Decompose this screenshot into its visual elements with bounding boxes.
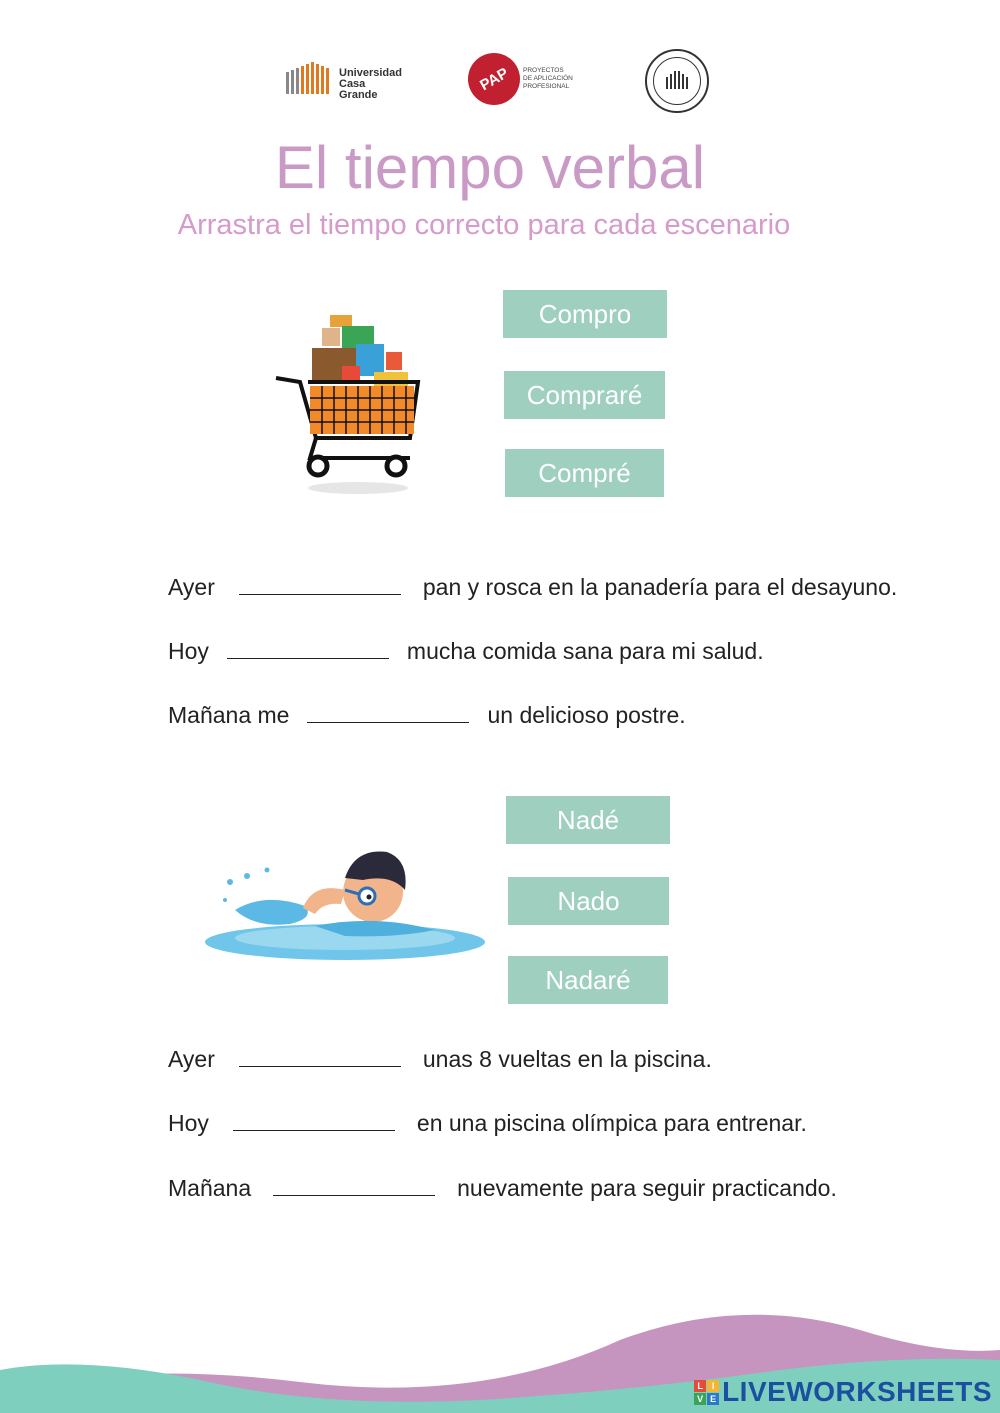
seal-bars-icon [666,71,688,89]
option-comprare[interactable]: Compraré [504,371,665,419]
sentence-after: pan y rosca en la panadería para el desayuno. [422,574,898,600]
ucg-bars-icon [286,62,336,96]
page-title: El tiempo verbal [274,134,706,201]
pap-line3: PROFESIONAL [523,83,570,90]
option-nadare[interactable]: Nadaré [508,956,668,1004]
page-subtitle: Arrastra el tiempo correcto para cada escenario [177,209,791,241]
pap-line2: DE APLICACIÓN [523,75,573,82]
option-nade[interactable]: Nadé [506,796,670,844]
drop-blank[interactable] [239,1046,401,1067]
drop-blank[interactable] [239,574,401,595]
option-nado[interactable]: Nado [508,877,669,925]
sentence-before: Ayer [168,1046,215,1072]
option-compre[interactable]: Compré [505,449,664,497]
sentence-before: Hoy [168,638,209,664]
sentence-1-3 [168,700,686,730]
drop-blank[interactable] [233,1110,395,1131]
pap-line1: PROYECTOS [523,67,564,74]
ucg-line2: Casa Grande [339,78,378,101]
logo-pap [468,53,588,107]
university-seal-logo [645,49,709,113]
logo-universidad-casa-grande [286,60,406,100]
live-badge-icon: L I V E [694,1380,719,1405]
sentence-after: un delicioso postre. [487,702,686,728]
sentence-2-3 [168,1173,837,1203]
sentence-after: nuevamente para seguir practicando. [457,1175,837,1201]
pap-badge: PAP [458,43,529,114]
drop-blank[interactable] [273,1175,435,1196]
liveworksheets-wordmark: LIVEWORKSHEETS [722,1376,992,1407]
swimmer-icon [195,840,490,975]
sentence-before: Mañana me [168,702,290,728]
sentence-after: unas 8 vueltas en la piscina. [422,1046,712,1072]
option-compro[interactable]: Compro [503,290,667,338]
sentence-2-2 [168,1108,807,1138]
sentence-1-1 [168,572,897,602]
drop-blank[interactable] [307,702,469,723]
sentence-before: Ayer [168,574,215,600]
liveworksheets-brand [694,1377,992,1407]
drop-blank[interactable] [227,638,389,659]
sentence-before: Mañana [168,1175,252,1201]
shopping-cart-icon [270,310,430,500]
sentence-after: mucha comida sana para mi salud. [406,638,764,664]
sentence-2-1 [168,1044,712,1074]
sentence-1-2 [168,636,764,666]
sentence-after: en una piscina olímpica para entrenar. [416,1110,807,1136]
sentence-before: Hoy [168,1110,209,1136]
ucg-line1: Universidad [339,67,402,79]
